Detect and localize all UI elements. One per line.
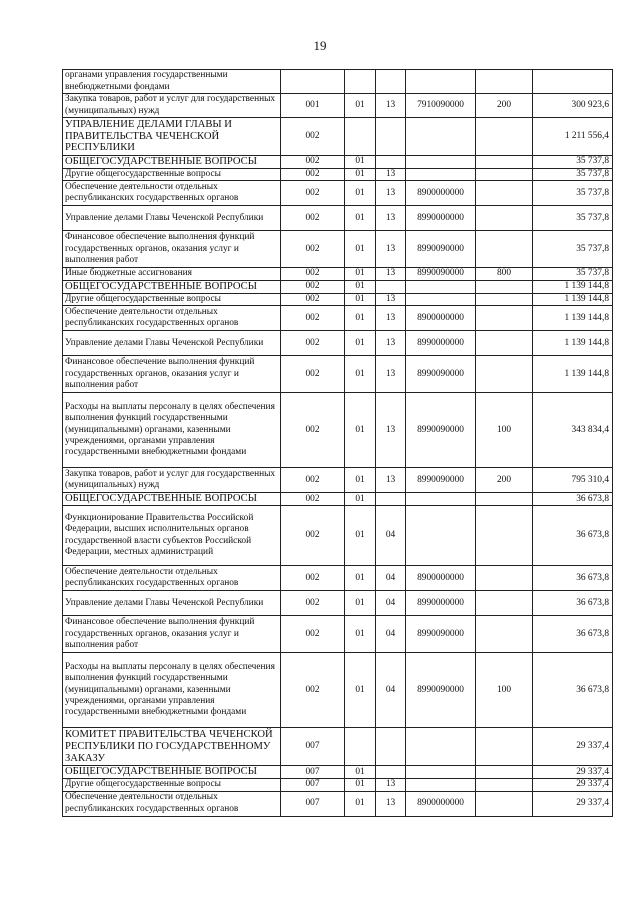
subsection-code: 13 <box>376 779 406 791</box>
target-article <box>406 766 476 779</box>
target-article <box>406 156 476 169</box>
row-name: Обеспечение деятельности отдельных республиканских государственных органов <box>63 566 281 591</box>
expense-type <box>476 70 533 94</box>
table-row <box>63 118 613 156</box>
target-article <box>406 118 476 156</box>
row-name: Обеспечение деятельности отдельных республиканских государственных органов <box>63 306 281 331</box>
amount: 1 139 144,8 <box>533 356 613 393</box>
table-row <box>63 766 613 779</box>
expense-type <box>476 591 533 616</box>
section-code: 01 <box>345 181 376 206</box>
row-name: Другие общегосударственные вопросы <box>63 293 281 305</box>
expense-type <box>476 791 533 816</box>
section-code: 01 <box>345 231 376 268</box>
amount: 35 737,8 <box>533 181 613 206</box>
target-article <box>406 70 476 94</box>
target-article <box>406 493 476 506</box>
dept-code: 002 <box>281 169 345 181</box>
expense-type <box>476 118 533 156</box>
section-code: 01 <box>345 268 376 280</box>
section-code: 01 <box>345 393 376 468</box>
row-name: Обеспечение деятельности отдельных республиканских государственных органов <box>63 791 281 816</box>
section-code: 01 <box>345 331 376 356</box>
row-name: УПРАВЛЕНИЕ ДЕЛАМИ ГЛАВЫ И ПРАВИТЕЛЬСТВА ЧЕЧЕНСКОЙ РЕСПУБЛИКИ <box>63 118 281 156</box>
dept-code: 002 <box>281 181 345 206</box>
target-article: 8990090000 <box>406 393 476 468</box>
subsection-code <box>376 728 406 766</box>
section-code: 01 <box>345 566 376 591</box>
table-row <box>63 393 613 468</box>
section-code <box>345 728 376 766</box>
subsection-code: 13 <box>376 181 406 206</box>
table-row <box>63 779 613 791</box>
target-article <box>406 280 476 293</box>
section-code: 01 <box>345 506 376 566</box>
section-code: 01 <box>345 791 376 816</box>
expense-type <box>476 156 533 169</box>
dept-code: 002 <box>281 616 345 653</box>
amount: 1 139 144,8 <box>533 280 613 293</box>
dept-code: 002 <box>281 468 345 493</box>
subsection-code: 13 <box>376 94 406 118</box>
amount: 36 673,8 <box>533 566 613 591</box>
subsection-code: 13 <box>376 169 406 181</box>
subsection-code: 04 <box>376 616 406 653</box>
target-article <box>406 169 476 181</box>
section-code: 01 <box>345 779 376 791</box>
expense-type <box>476 356 533 393</box>
table-row <box>63 268 613 280</box>
expense-type <box>476 766 533 779</box>
target-article <box>406 728 476 766</box>
expense-type: 200 <box>476 94 533 118</box>
amount: 36 673,8 <box>533 506 613 566</box>
subsection-code: 13 <box>376 468 406 493</box>
amount: 1 139 144,8 <box>533 331 613 356</box>
amount: 35 737,8 <box>533 156 613 169</box>
dept-code <box>281 70 345 94</box>
row-name: ОБЩЕГОСУДАРСТВЕННЫЕ ВОПРОСЫ <box>63 280 281 293</box>
subsection-code: 04 <box>376 566 406 591</box>
section-code: 01 <box>345 616 376 653</box>
row-name: Другие общегосударственные вопросы <box>63 779 281 791</box>
amount: 1 139 144,8 <box>533 306 613 331</box>
table-row <box>63 616 613 653</box>
subsection-code <box>376 118 406 156</box>
target-article: 8900000000 <box>406 181 476 206</box>
table-row <box>63 293 613 305</box>
dept-code: 007 <box>281 728 345 766</box>
row-name: Управление делами Главы Чеченской Республики <box>63 591 281 616</box>
row-name: Финансовое обеспечение выполнения функций государственных органов, оказания услуг и выполнения работ <box>63 356 281 393</box>
dept-code: 002 <box>281 591 345 616</box>
section-code: 01 <box>345 293 376 305</box>
subsection-code: 04 <box>376 506 406 566</box>
expense-type <box>476 506 533 566</box>
dept-code: 002 <box>281 206 345 231</box>
amount: 300 923,6 <box>533 94 613 118</box>
table-row <box>63 306 613 331</box>
section-code: 01 <box>345 356 376 393</box>
expense-type <box>476 616 533 653</box>
target-article <box>406 779 476 791</box>
dept-code: 007 <box>281 779 345 791</box>
expense-type <box>476 293 533 305</box>
subsection-code <box>376 156 406 169</box>
expense-type <box>476 779 533 791</box>
section-code: 01 <box>345 280 376 293</box>
expense-type <box>476 331 533 356</box>
dept-code: 001 <box>281 94 345 118</box>
table-row <box>63 506 613 566</box>
target-article: 8990000000 <box>406 206 476 231</box>
section-code: 01 <box>345 156 376 169</box>
subsection-code: 13 <box>376 306 406 331</box>
expense-type: 800 <box>476 268 533 280</box>
table-row <box>63 181 613 206</box>
target-article: 8990000000 <box>406 591 476 616</box>
amount: 29 337,4 <box>533 766 613 779</box>
subsection-code: 13 <box>376 231 406 268</box>
table-row <box>63 468 613 493</box>
table-row <box>63 791 613 816</box>
dept-code: 002 <box>281 493 345 506</box>
row-name: Расходы на выплаты персоналу в целях обеспечения выполнения функций государственными (муниципальными) органами, казенными учреждениями, органами управления государственными внебюджетными фондами <box>63 393 281 468</box>
table-row <box>63 231 613 268</box>
table-row <box>63 493 613 506</box>
amount <box>533 70 613 94</box>
dept-code: 002 <box>281 566 345 591</box>
dept-code: 002 <box>281 231 345 268</box>
section-code <box>345 70 376 94</box>
dept-code: 002 <box>281 268 345 280</box>
dept-code: 002 <box>281 293 345 305</box>
amount: 29 337,4 <box>533 791 613 816</box>
target-article <box>406 506 476 566</box>
row-name: Управление делами Главы Чеченской Республики <box>63 331 281 356</box>
row-name: Иные бюджетные ассигнования <box>63 268 281 280</box>
expense-type <box>476 206 533 231</box>
amount: 35 737,8 <box>533 268 613 280</box>
subsection-code <box>376 280 406 293</box>
target-article: 8900000000 <box>406 306 476 331</box>
expense-type <box>476 231 533 268</box>
expense-type <box>476 169 533 181</box>
section-code: 01 <box>345 206 376 231</box>
target-article: 8990090000 <box>406 356 476 393</box>
amount: 29 337,4 <box>533 779 613 791</box>
expense-type <box>476 728 533 766</box>
amount: 36 673,8 <box>533 616 613 653</box>
row-name: Другие общегосударственные вопросы <box>63 169 281 181</box>
dept-code: 002 <box>281 156 345 169</box>
amount: 35 737,8 <box>533 231 613 268</box>
expense-type: 200 <box>476 468 533 493</box>
dept-code: 002 <box>281 356 345 393</box>
section-code: 01 <box>345 591 376 616</box>
table-row <box>63 206 613 231</box>
amount: 36 673,8 <box>533 591 613 616</box>
target-article: 8900000000 <box>406 566 476 591</box>
section-code: 01 <box>345 94 376 118</box>
target-article: 8990000000 <box>406 331 476 356</box>
section-code: 01 <box>345 169 376 181</box>
expense-type: 100 <box>476 393 533 468</box>
row-name: Финансовое обеспечение выполнения функций государственных органов, оказания услуг и выполнения работ <box>63 231 281 268</box>
table-row <box>63 70 613 94</box>
target-article <box>406 293 476 305</box>
table-row <box>63 94 613 118</box>
expense-type <box>476 493 533 506</box>
target-article: 8990090000 <box>406 616 476 653</box>
row-name: КОМИТЕТ ПРАВИТЕЛЬСТВА ЧЕЧЕНСКОЙ РЕСПУБЛИКИ ПО ГОСУДАРСТВЕННОМУ ЗАКАЗУ <box>63 728 281 766</box>
subsection-code: 04 <box>376 653 406 728</box>
target-article: 8900000000 <box>406 791 476 816</box>
row-name: ОБЩЕГОСУДАРСТВЕННЫЕ ВОПРОСЫ <box>63 156 281 169</box>
row-name: ОБЩЕГОСУДАРСТВЕННЫЕ ВОПРОСЫ <box>63 493 281 506</box>
target-article: 7910090000 <box>406 94 476 118</box>
expense-type: 100 <box>476 653 533 728</box>
row-name: Расходы на выплаты персоналу в целях обеспечения выполнения функций государственными (муниципальными) органами, казенными учреждениями, органами управления государственными внебюджетными фондами <box>63 653 281 728</box>
table-row <box>63 280 613 293</box>
subsection-code: 13 <box>376 356 406 393</box>
amount: 1 211 556,4 <box>533 118 613 156</box>
subsection-code: 13 <box>376 293 406 305</box>
page-number: 19 <box>313 38 327 53</box>
dept-code: 007 <box>281 791 345 816</box>
table-row <box>63 156 613 169</box>
target-article: 8990090000 <box>406 653 476 728</box>
row-name: Управление делами Главы Чеченской Республики <box>63 206 281 231</box>
subsection-code <box>376 70 406 94</box>
dept-code: 002 <box>281 653 345 728</box>
expense-type <box>476 566 533 591</box>
subsection-code: 13 <box>376 206 406 231</box>
section-code <box>345 118 376 156</box>
table-row <box>63 653 613 728</box>
subsection-code: 04 <box>376 591 406 616</box>
section-code: 01 <box>345 306 376 331</box>
subsection-code: 13 <box>376 331 406 356</box>
subsection-code <box>376 493 406 506</box>
dept-code: 007 <box>281 766 345 779</box>
budget-table <box>62 69 613 817</box>
table-row <box>63 728 613 766</box>
subsection-code: 13 <box>376 268 406 280</box>
amount: 36 673,8 <box>533 653 613 728</box>
amount: 1 139 144,8 <box>533 293 613 305</box>
row-name: Закупка товаров, работ и услуг для государственных (муниципальных) нужд <box>63 468 281 493</box>
table-row <box>63 356 613 393</box>
target-article: 8990090000 <box>406 231 476 268</box>
dept-code: 002 <box>281 280 345 293</box>
dept-code: 002 <box>281 331 345 356</box>
row-name: Обеспечение деятельности отдельных республиканских государственных органов <box>63 181 281 206</box>
dept-code: 002 <box>281 118 345 156</box>
table-row <box>63 331 613 356</box>
section-code: 01 <box>345 468 376 493</box>
dept-code: 002 <box>281 506 345 566</box>
row-name: Закупка товаров, работ и услуг для государственных (муниципальных) нужд <box>63 94 281 118</box>
amount: 35 737,8 <box>533 206 613 231</box>
expense-type <box>476 181 533 206</box>
dept-code: 002 <box>281 306 345 331</box>
row-name: ОБЩЕГОСУДАРСТВЕННЫЕ ВОПРОСЫ <box>63 766 281 779</box>
target-article: 8990090000 <box>406 468 476 493</box>
section-code: 01 <box>345 766 376 779</box>
table-row <box>63 566 613 591</box>
row-name: органами управления государственными внебюджетными фондами <box>63 70 281 94</box>
expense-type <box>476 306 533 331</box>
section-code: 01 <box>345 653 376 728</box>
expense-type <box>476 280 533 293</box>
amount: 29 337,4 <box>533 728 613 766</box>
amount: 343 834,4 <box>533 393 613 468</box>
table-row <box>63 591 613 616</box>
subsection-code: 13 <box>376 791 406 816</box>
amount: 35 737,8 <box>533 169 613 181</box>
row-name: Функционирование Правительства Российской Федерации, высших исполнительных органов государственной власти субъектов Российской Федерации, местных администраций <box>63 506 281 566</box>
subsection-code: 13 <box>376 393 406 468</box>
target-article: 8990090000 <box>406 268 476 280</box>
amount: 795 310,4 <box>533 468 613 493</box>
table-row <box>63 169 613 181</box>
dept-code: 002 <box>281 393 345 468</box>
subsection-code <box>376 766 406 779</box>
amount: 36 673,8 <box>533 493 613 506</box>
row-name: Финансовое обеспечение выполнения функций государственных органов, оказания услуг и выполнения работ <box>63 616 281 653</box>
section-code: 01 <box>345 493 376 506</box>
